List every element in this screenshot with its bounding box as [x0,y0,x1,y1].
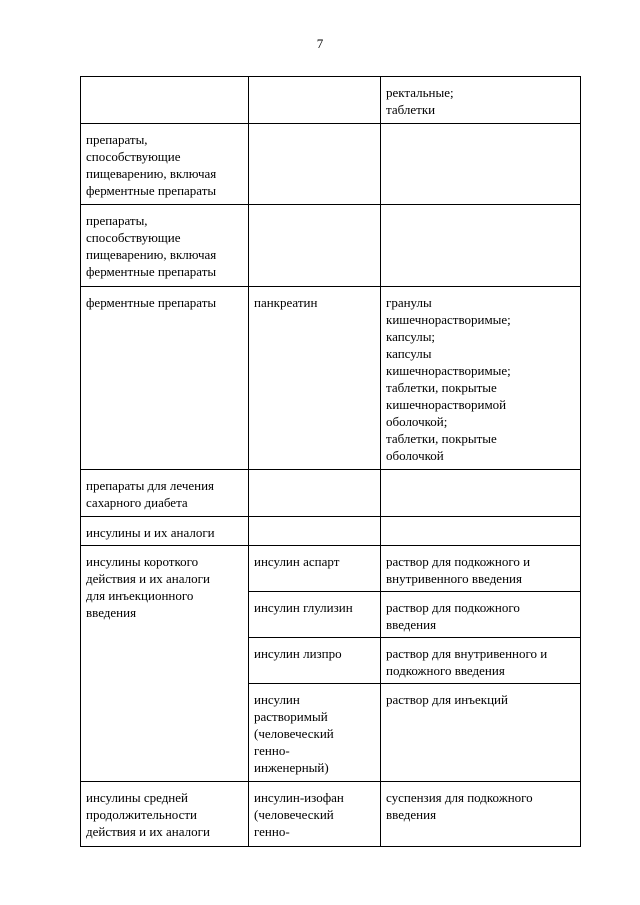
table-cell-drug: инсулин аспарт [249,546,381,592]
table-cell-drug [249,205,381,287]
table-cell-form [381,517,581,546]
table-cell-drug: инсулин глулизин [249,592,381,638]
table-row [81,517,581,546]
table-cell-form: раствор для подкожного введения [381,592,581,638]
table-row [81,124,581,205]
table-cell-drug [249,470,381,517]
table-cell-group: инсулины средней продолжительности действия и их аналоги [81,782,249,847]
table-cell-form [381,205,581,287]
table-cell-form: раствор для инъекций [381,684,581,782]
table-cell-drug [249,517,381,546]
table-cell-form: раствор для подкожного и внутривенного введения [381,546,581,592]
table-cell-form: гранулы кишечнорастворимые; капсулы; капсулы кишечнорастворимые; таблетки, покрытые кишечнорастворимой оболочкой; таблетки, покрытые оболочкой [381,287,581,470]
table-row [81,470,581,517]
table-cell-drug [249,77,381,124]
table-row [81,546,581,592]
drug-table [80,76,581,847]
table-cell-drug: инсулин-изофан (человеческий генно- [249,782,381,847]
table-row [81,782,581,847]
table-cell-drug [249,124,381,205]
table-cell-group: инсулины и их аналоги [81,517,249,546]
table-cell-group [81,77,249,124]
table-row [81,287,581,470]
table-cell-form: ректальные; таблетки [381,77,581,124]
table-row [81,205,581,287]
table-cell-group: препараты для лечения сахарного диабета [81,470,249,517]
table-cell-drug: панкреатин [249,287,381,470]
table-cell-form [381,124,581,205]
table-row [81,77,581,124]
page-number: 7 [316,36,324,51]
table-cell-form [381,470,581,517]
table-cell-drug: инсулин лизпро [249,638,381,684]
table-cell-group: препараты, способствующие пищеварению, включая ферментные препараты [81,205,249,287]
table-cell-group: инсулины короткого действия и их аналоги для инъекционного введения [81,546,249,782]
table-cell-form: суспензия для подкожного введения [381,782,581,847]
table-cell-group: препараты, способствующие пищеварению, включая ферментные препараты [81,124,249,205]
table-cell-group: ферментные препараты [81,287,249,470]
table-cell-drug: инсулин растворимый (человеческий генно- инженерный) [249,684,381,782]
table-cell-form: раствор для внутривенного и подкожного введения [381,638,581,684]
